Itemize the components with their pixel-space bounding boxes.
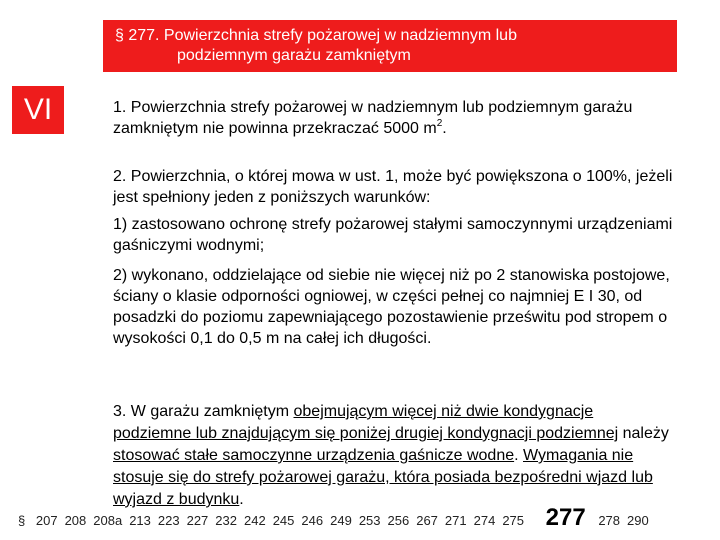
paragraph-3-underlined-b: stosować stałe samoczynne urządzenia gaśnicze wodne <box>113 447 515 464</box>
section-link[interactable]: 267 <box>416 513 438 528</box>
section-link[interactable]: 253 <box>358 513 381 528</box>
section-link[interactable]: 249 <box>330 513 352 528</box>
paragraph-1-end: . <box>442 120 447 137</box>
section-title-box <box>103 20 677 72</box>
section-link[interactable]: 232 <box>215 513 237 528</box>
condition-1: 1) zastosowano ochronę strefy pożarowej stałymi samoczynnymi urządzeniami gaśniczymi wodnymi; <box>113 216 673 254</box>
paragraph-3-text-c: należy <box>618 425 669 442</box>
paragraph-3 <box>113 401 673 511</box>
paragraph-1 <box>113 97 673 139</box>
section-navigation <box>18 504 718 532</box>
paragraph-3-text-g: . <box>239 491 244 508</box>
section-link[interactable]: 213 <box>129 513 151 528</box>
paragraph-3-text-a: 3. W garażu zamkniętym <box>113 403 294 420</box>
section-link[interactable]: 245 <box>272 513 295 528</box>
section-link[interactable]: 256 <box>387 513 410 528</box>
paragraph-2: 2. Powierzchnia, o której mowa w ust. 1, może być powiększona o 100%, jeżeli jest spełniony jeden z poniższych warunków: <box>113 168 673 206</box>
condition-2: 2) wykonano, oddzielające od siebie nie więcej niż po 2 stanowiska postojowe, ściany o klasie odporności ogniowej, w części pełnej co najmniej E I 30, od posadzki do poziomu zapewniającego pozostawienie prześwitu pod stropem o wysokości 0,1 do 0,5 m na całej ich długości. <box>113 267 670 347</box>
section-link[interactable]: 242 <box>244 513 266 528</box>
chapter-badge: VI <box>12 86 64 134</box>
section-link[interactable]: 271 <box>444 513 467 528</box>
paragraph-3-underlined-a: obejmującym więcej niż dwie kondygnacje podziemne lub znajdującym się poniżej drugiej kondygnacji podziemnej <box>113 403 619 442</box>
section-link[interactable]: 208a <box>93 513 123 528</box>
section-link[interactable]: 246 <box>301 513 324 528</box>
section-link[interactable]: 278 <box>598 513 621 528</box>
paragraph-3-underlined-c: Wymagania nie stosuje się do strefy pożarowej garażu, która posiada bezpośredni wjazd lub wyjazd z budynku <box>113 447 653 508</box>
paragraph-1-text: 1. Powierzchnia strefy pożarowej w nadziemnym lub podziemnym garażu zamkniętym nie powinna przekraczać 5000 m <box>113 99 633 137</box>
current-section: 277 <box>545 504 586 531</box>
section-link[interactable]: 208 <box>64 513 87 528</box>
section-link[interactable]: 227 <box>186 513 209 528</box>
links-after-group <box>598 513 655 528</box>
paragraph-3-text-e: . <box>514 447 523 464</box>
superscript: 2 <box>436 118 443 129</box>
section-link[interactable]: 275 <box>502 513 525 528</box>
links-before-group <box>36 513 531 528</box>
section-link[interactable]: 223 <box>157 513 180 528</box>
section-title-line1: § 277. Powierzchnia strefy pożarowej w nadziemnym lub <box>115 27 517 44</box>
section-link[interactable]: 274 <box>473 513 496 528</box>
section-link[interactable]: 207 <box>35 513 58 528</box>
section-symbol: § <box>18 513 26 528</box>
section-title-line2: podziemnym garażu zamkniętym <box>177 47 411 64</box>
section-link[interactable]: 290 <box>627 513 649 528</box>
